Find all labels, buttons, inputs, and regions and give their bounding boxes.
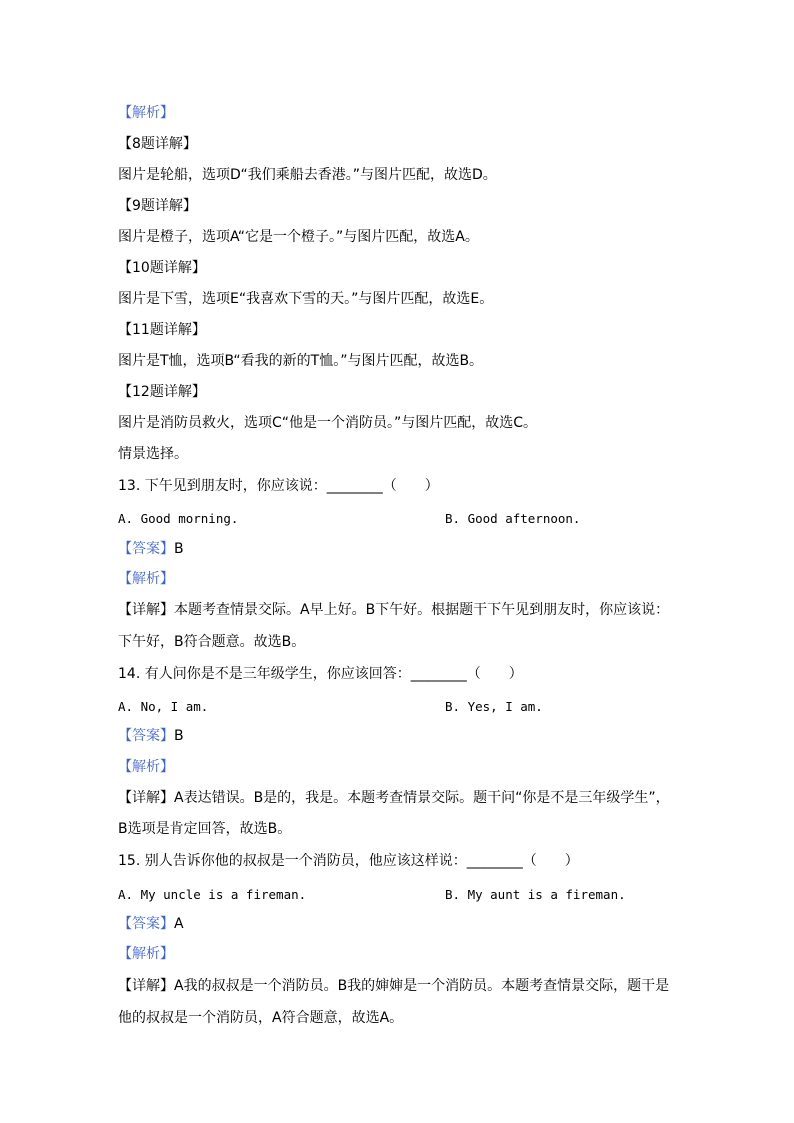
answer-label: 【答案】 xyxy=(118,916,174,932)
q14-detail-line2: B选项是肯定回答，故选B。 xyxy=(118,821,292,837)
q12-detail-text: 图片是消防员救火，选项C“他是一个消防员。”与图片匹配，故选C。 xyxy=(118,415,538,431)
q15-answer-value: A xyxy=(174,916,184,932)
q15-option-b: B. My aunt is a fireman. xyxy=(445,887,626,902)
q14-detail-text: A表达错误。B是的，我是。本题考查情景交际。题干问“你是不是三年级学生”， xyxy=(174,790,670,806)
q13-detail-text: 本题考查情景交际。A早上好。B下午好。根据题干下午见到朋友时，你应该说： xyxy=(174,602,670,618)
q10-detail-heading: 【10题详解】 xyxy=(118,260,206,276)
answer-label: 【答案】 xyxy=(118,541,174,557)
detail-label: 【详解】 xyxy=(118,978,174,994)
q14-analysis-label: 【解析】 xyxy=(118,759,174,775)
q13-analysis-label: 【解析】 xyxy=(118,571,174,587)
q11-detail-heading: 【11题详解】 xyxy=(118,322,206,338)
q12-detail-heading: 【12题详解】 xyxy=(118,384,206,400)
q15-option-a: A. My uncle is a fireman. xyxy=(118,887,307,902)
q14-option-a: A. No, I am. xyxy=(118,699,209,714)
q13-detail-line1 xyxy=(118,601,669,619)
q15-analysis-label: 【解析】 xyxy=(118,946,174,962)
q8-detail-text: 图片是轮船，选项D“我们乘船去香港。”与图片匹配，故选D。 xyxy=(118,167,497,183)
q14-option-b: B. Yes, I am. xyxy=(445,699,543,714)
q13-answer-value: B xyxy=(174,541,184,557)
q10-detail-text: 图片是下雪，选项E“我喜欢下雪的天。”与图片匹配，故选E。 xyxy=(118,291,494,307)
q14-answer xyxy=(118,727,184,745)
q14-detail-line1 xyxy=(118,789,670,807)
q9-detail-heading: 【9题详解】 xyxy=(118,198,197,214)
q13-option-a: A. Good morning. xyxy=(118,511,239,526)
detail-label: 【详解】 xyxy=(118,790,174,806)
q9-detail-text: 图片是橙子，选项A“它是一个橙子。”与图片匹配，故选A。 xyxy=(118,229,479,245)
answer-label: 【答案】 xyxy=(118,728,174,744)
q14-answer-value: B xyxy=(174,728,184,744)
q15-answer xyxy=(118,915,184,933)
q13-detail-line2: 下午好，B符合题意。故选B。 xyxy=(118,634,306,650)
q15-stem: 15. 别人告诉你他的叔叔是一个消防员，他应该这样说：________（ ） xyxy=(118,853,579,869)
q15-detail-text: A我的叔叔是一个消防员。B我的婶婶是一个消防员。本题考查情景交际，题干是 xyxy=(174,978,670,994)
detail-label: 【详解】 xyxy=(118,602,174,618)
q15-detail-line1 xyxy=(118,977,669,995)
q13-answer xyxy=(118,540,184,558)
q15-detail-line2: 他的叔叔是一个消防员，A符合题意，故选A。 xyxy=(118,1010,404,1026)
q11-detail-text: 图片是T恤，选项B“看我的新的T恤。”与图片匹配，故选B。 xyxy=(118,353,484,369)
q14-stem: 14. 有人问你是不是三年级学生，你应该回答：________（ ） xyxy=(118,666,523,682)
q13-option-b: B. Good afternoon. xyxy=(445,511,581,526)
q8-detail-heading: 【8题详解】 xyxy=(118,136,197,152)
summary-text: 情景选择。 xyxy=(118,446,188,462)
q13-stem: 13. 下午见到朋友时，你应该说：________（ ） xyxy=(118,478,439,494)
analysis-label: 【解析】 xyxy=(118,105,174,121)
